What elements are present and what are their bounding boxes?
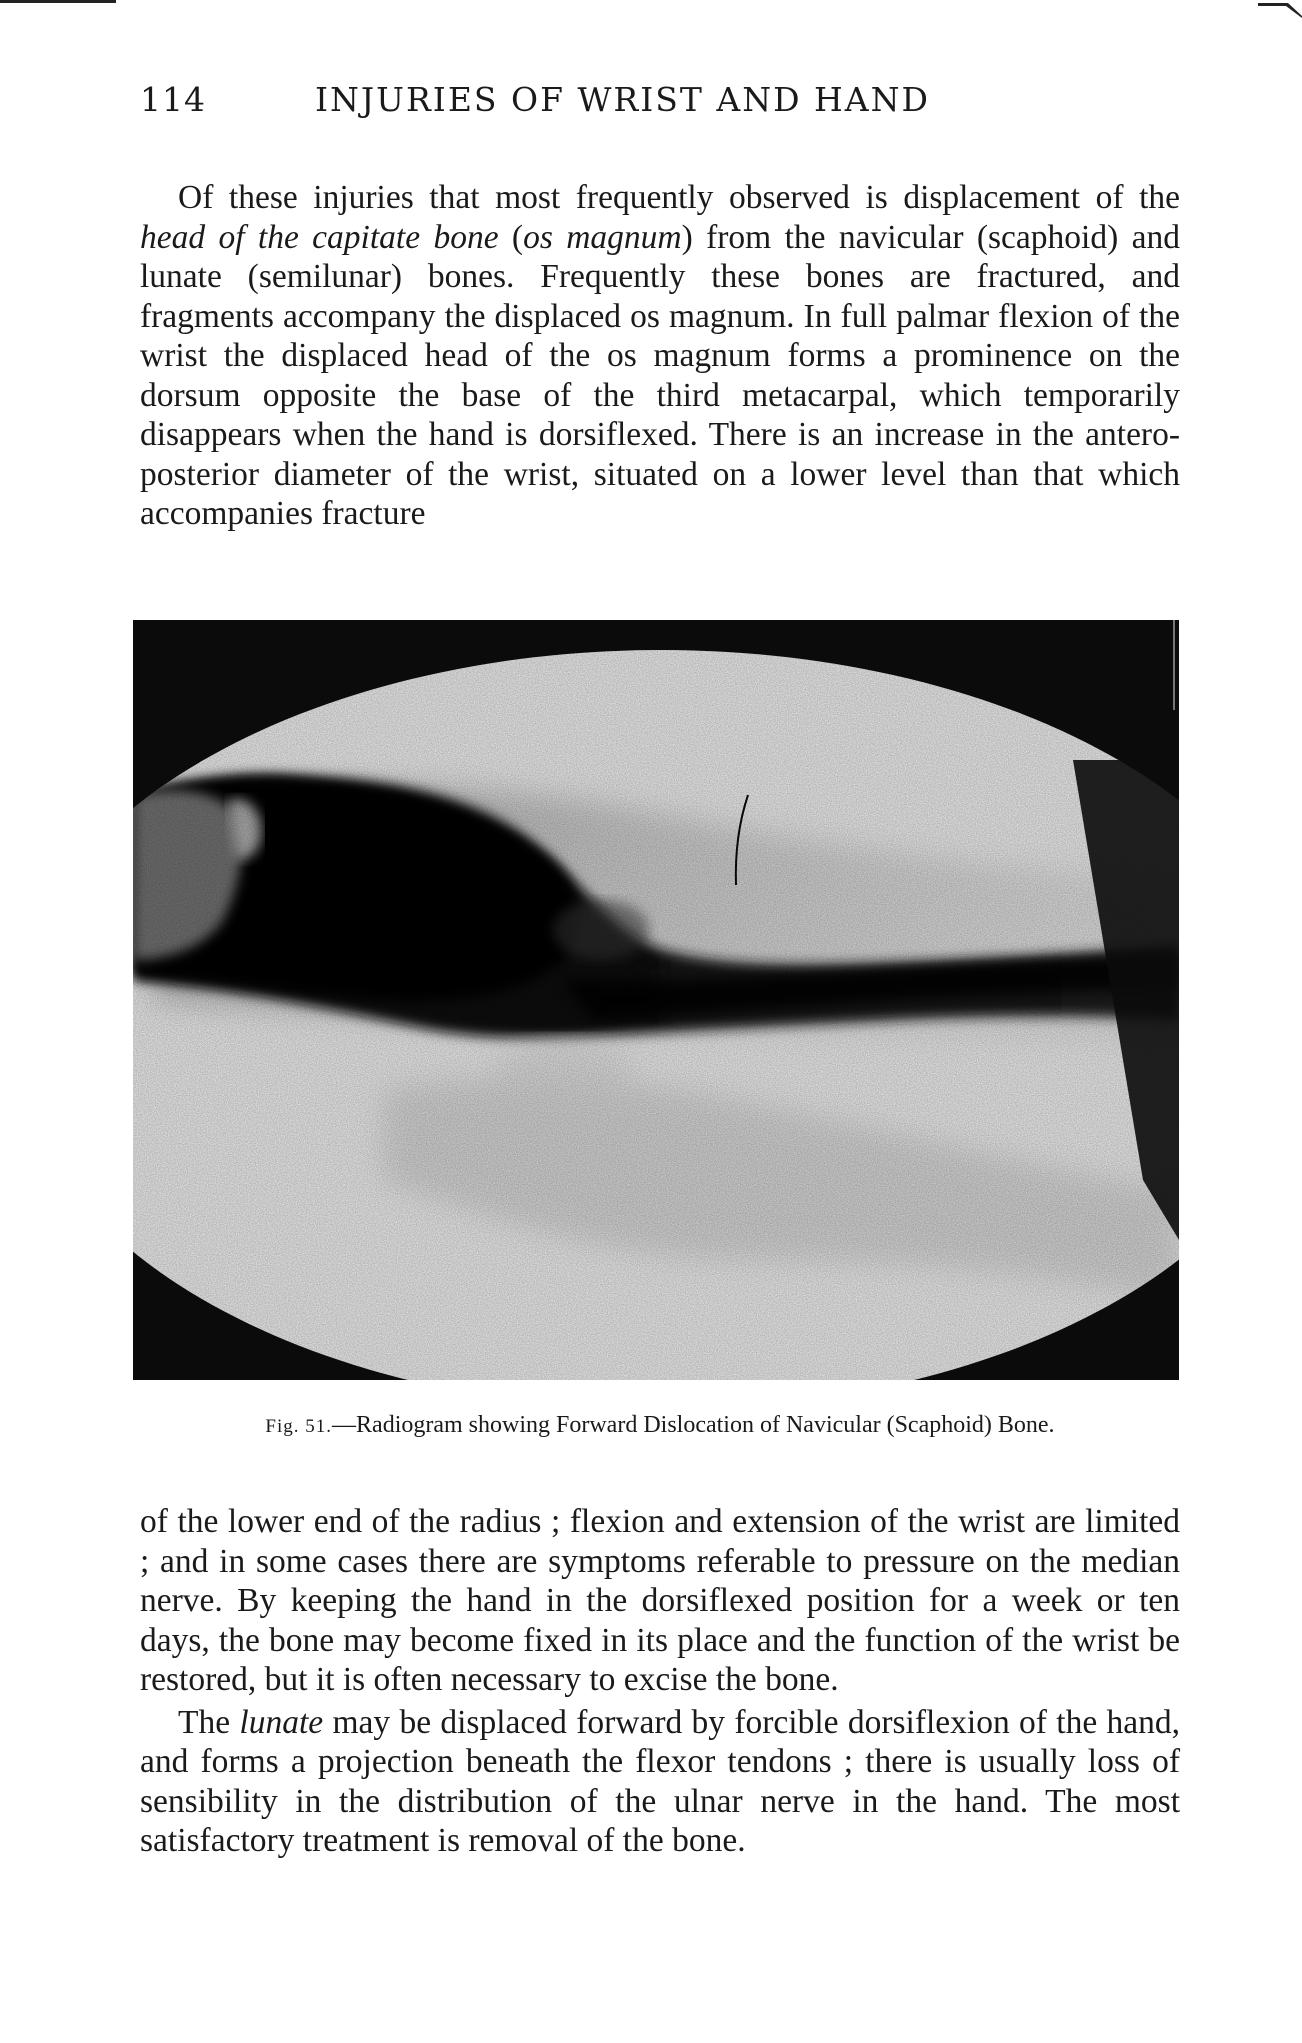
running-title: INJURIES OF WRIST AND HAND — [315, 80, 930, 119]
radiogram-image — [133, 620, 1179, 1380]
body-text-bottom — [140, 1502, 1180, 1861]
page-number: 114 — [140, 80, 206, 119]
text-run: Of these injuries that most frequently observed is displacement of the — [178, 179, 1180, 216]
scan-corner-mark — [1258, 0, 1302, 18]
text-run: ) from the navicular (scaphoid) and lunate (semilunar) bones. Frequently these bones are fractured, and fragments accompany the displaced os magnum. In full palmar flexion of the wrist the displaced head of the os magnum forms a prominence on the dorsum opposite the base of the third metacarpal, which temporarily disappears when the hand is dorsiflexed. There is an increase in the antero-posterior diameter of the wrist, situated on a lower level than that which accompanies fracture — [140, 218, 1180, 532]
text-run: The — [178, 1703, 240, 1741]
figure-label: Fig. 51. — [265, 1416, 333, 1437]
scan-edge-mark — [0, 0, 116, 3]
radiogram-figure — [133, 620, 1179, 1380]
italic-term: os magnum — [523, 218, 682, 256]
body-text-top — [140, 178, 1180, 534]
running-header — [140, 80, 1180, 130]
text-run: may be displaced forward by forcible dorsiflexion of the hand, and forms a projection beneath the flexor tendons ; there is usually loss of sensibility in the distribution of the ulnar nerve in the hand. The most satisfactory treatment is removal of the bone. — [140, 1703, 1180, 1859]
figure-caption — [140, 1410, 1180, 1442]
italic-term: lunate — [239, 1703, 324, 1741]
text-run: ( — [498, 218, 524, 256]
paragraph — [140, 1703, 1180, 1861]
figure-caption-text: —Radiogram showing Forward Dislocation of Navicular (Scaphoid) Bone. — [332, 1412, 1055, 1438]
paragraph — [140, 1502, 1180, 1700]
paragraph — [140, 178, 1180, 534]
text-run: of the lower end of the radius ; flexion and extension of the wrist are limited ; and in some cases there are symptoms referable to pressure on the median nerve. By keeping the hand in the dorsiflexed position for a week or ten days, the bone may become fixed in its place and the function of the wrist be restored, but it is often necessary to excise the bone. — [140, 1503, 1180, 1698]
italic-term: head of the capitate bone — [140, 218, 499, 256]
